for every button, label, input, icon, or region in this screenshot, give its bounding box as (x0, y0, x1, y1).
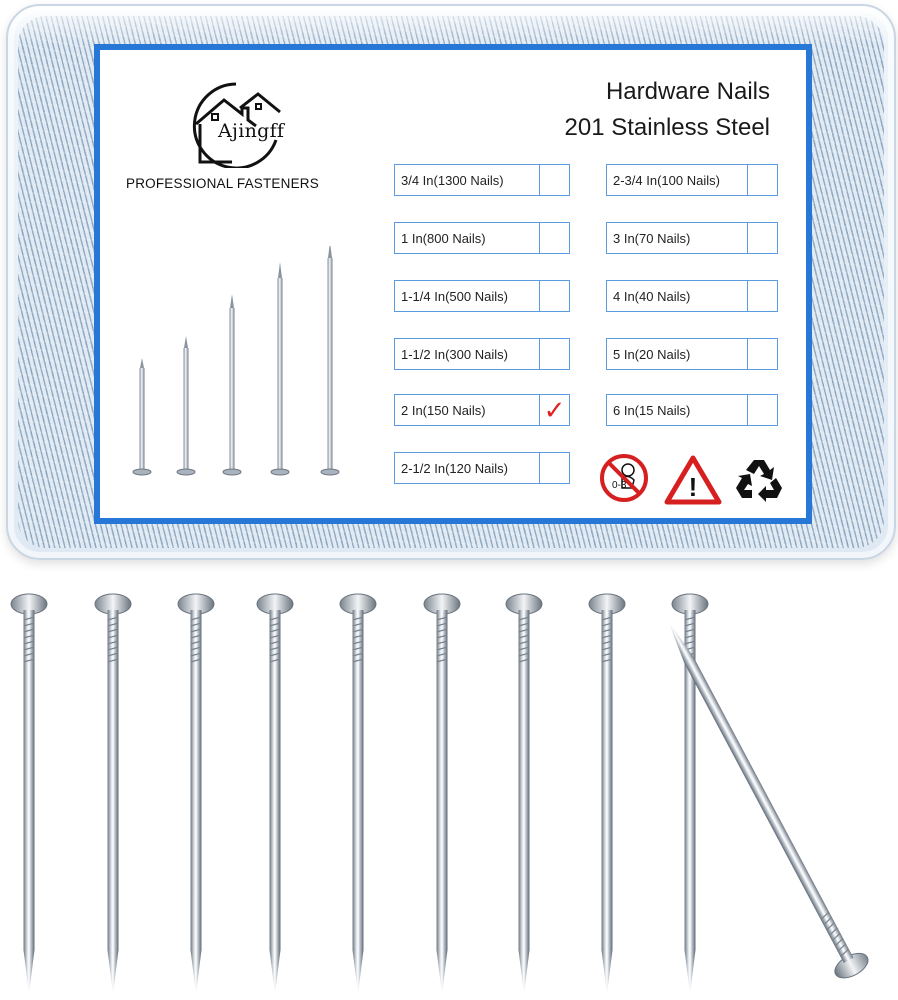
sample-nail-3 (223, 294, 241, 475)
recycle-icon (734, 456, 784, 504)
size-label: 1 In(800 Nails) (401, 230, 486, 246)
size-row (606, 394, 778, 426)
nail-1 (11, 594, 47, 994)
product-label-panel (100, 50, 806, 518)
sample-nail-4 (271, 262, 289, 475)
warning-triangle-icon (664, 454, 722, 506)
size-label: 3 In(70 Nails) (613, 230, 691, 246)
size-checkbox (747, 165, 777, 195)
size-checkbox (747, 281, 777, 311)
sample-nail-5 (321, 246, 339, 475)
nail-4 (257, 594, 293, 994)
size-checkbox (539, 339, 569, 369)
nail-5 (340, 594, 376, 994)
nail-3 (178, 594, 214, 994)
product-title (565, 74, 770, 146)
size-label: 1-1/4 In(500 Nails) (401, 288, 508, 304)
nail-6 (424, 594, 460, 994)
size-row (394, 280, 570, 312)
nail-2 (95, 594, 131, 994)
title-line-1: Hardware Nails (605, 78, 770, 105)
size-label: 1-1/2 In(300 Nails) (401, 346, 508, 362)
age-range-text: 0-3 (612, 480, 627, 491)
size-row (606, 222, 778, 254)
size-checkbox (747, 223, 777, 253)
sample-nail-2 (177, 336, 195, 475)
nail-8 (589, 594, 625, 994)
size-label: 6 In(15 Nails) (613, 402, 691, 418)
size-checkbox (539, 453, 569, 483)
brand-name: Ajingff (218, 120, 285, 142)
sample-nail-1 (133, 358, 151, 475)
sample-nails-illustration (126, 246, 356, 476)
nail-7 (506, 594, 542, 994)
size-row (606, 280, 778, 312)
size-row (394, 222, 570, 254)
size-checkbox (539, 281, 569, 311)
size-label: 2-3/4 In(100 Nails) (613, 172, 720, 188)
size-checkbox (747, 395, 777, 425)
no-small-children-icon (598, 452, 650, 504)
product-label (94, 44, 812, 524)
size-row (606, 164, 778, 196)
nail-storage-case (6, 4, 896, 560)
check-mark-icon: ✓ (539, 395, 569, 425)
size-row (394, 452, 570, 484)
case-lid-glare (8, 6, 894, 46)
size-label: 4 In(40 Nails) (613, 288, 691, 304)
size-row (606, 338, 778, 370)
hazard-exclamation: ! (688, 472, 698, 502)
size-row (394, 338, 570, 370)
size-checkbox (539, 165, 569, 195)
size-checkbox (539, 223, 569, 253)
title-line-2: 201 Stainless Steel (564, 114, 770, 141)
size-label: 2-1/2 In(120 Nails) (401, 460, 508, 476)
size-row (394, 394, 570, 426)
size-checkbox (747, 339, 777, 369)
size-row (394, 164, 570, 196)
large-nails-row (0, 580, 898, 1000)
size-label: 5 In(20 Nails) (613, 346, 691, 362)
size-label: 2 In(150 Nails) (401, 402, 486, 418)
size-label: 3/4 In(1300 Nails) (401, 172, 504, 188)
brand-tagline: PROFESSIONAL FASTENERS (126, 176, 319, 191)
